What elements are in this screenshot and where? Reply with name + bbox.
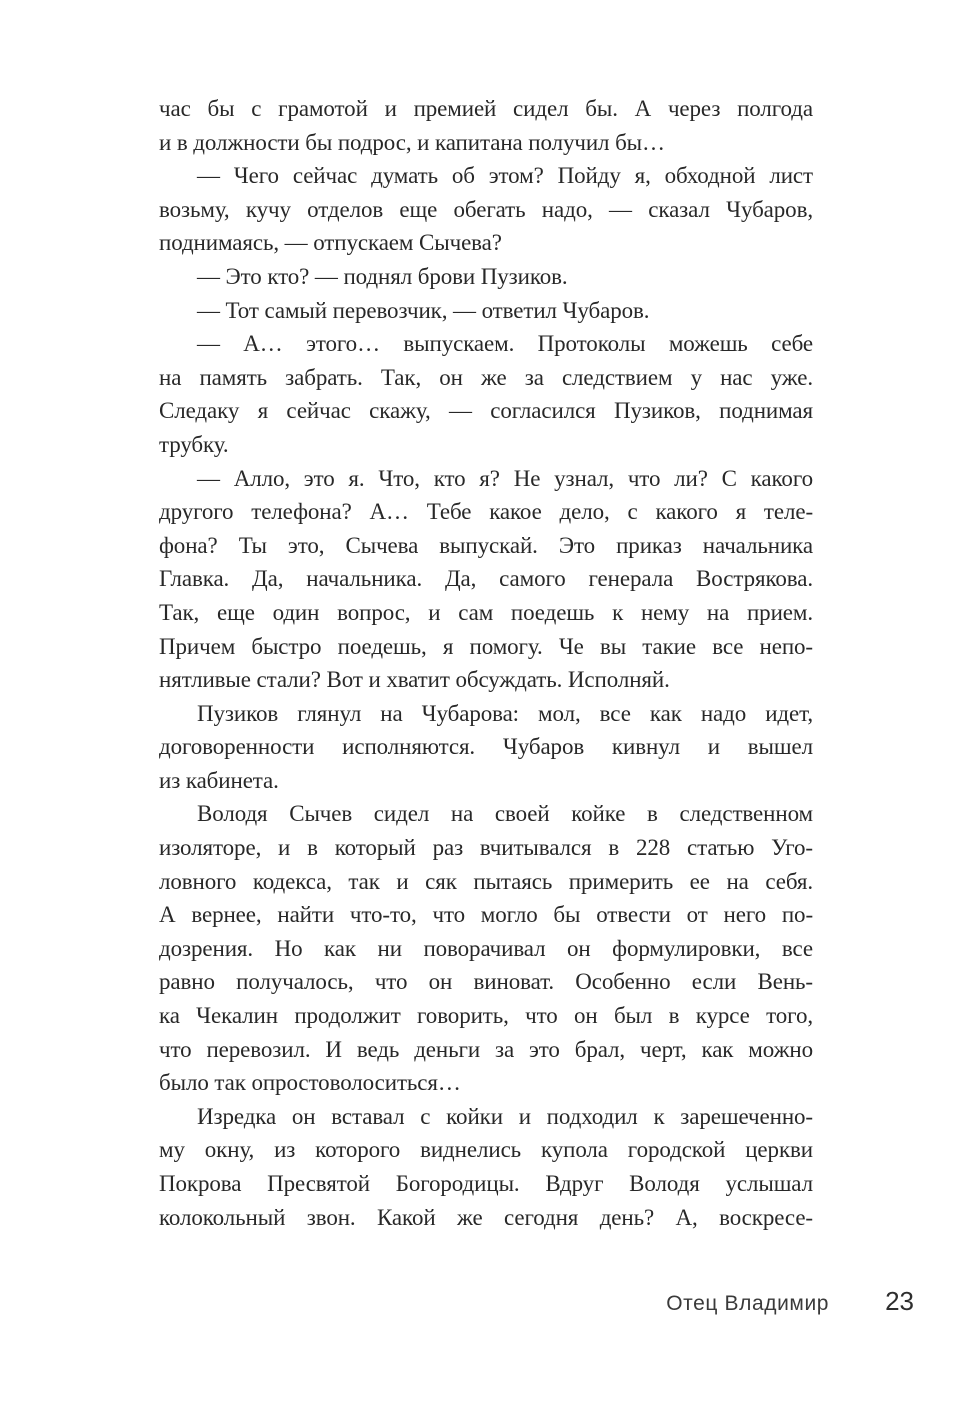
text-line: — Тот самый перевозчик, — ответил Чубаров. bbox=[197, 297, 650, 323]
text-line: ловного кодекса, так и сяк пытаясь примерить ее на себя. bbox=[159, 868, 813, 894]
text-line: равно получалось, что он виноват. Особенно если Вень- bbox=[159, 969, 813, 995]
text-line: из кабинета. bbox=[159, 767, 279, 793]
text-line: Изредка он вставал с койки и подходил к зарешеченно- bbox=[197, 1103, 813, 1129]
text-line: что перевозил. И ведь деньги за это брал, черт, как можно bbox=[159, 1036, 813, 1062]
text-line: Володя Сычев сидел на своей койке в следственном bbox=[197, 801, 813, 827]
text-line: Так, еще один вопрос, и сам поедешь к нему на прием. bbox=[159, 599, 813, 625]
text-line: Причем быстро поедешь, я помогу. Че вы такие все непо- bbox=[159, 633, 813, 659]
text-line: час бы с грамотой и премией сидел бы. А через полгода bbox=[159, 96, 813, 121]
text-line: возьму, кучу отделов еще обегать надо, — сказал Чубаров, bbox=[159, 196, 813, 222]
text-line: — Это кто? — поднял брови Пузиков. bbox=[197, 263, 568, 289]
text-line: А вернее, найти что-то, что могло бы отвести от него по- bbox=[159, 902, 813, 928]
running-title: Отец Владимир bbox=[666, 1292, 830, 1315]
text-line: му окну, из которого виднелись купола городской церкви bbox=[159, 1137, 813, 1163]
text-line: и в должности бы подрос, и капитана получил бы… bbox=[159, 129, 665, 155]
text-line: Покрова Пресвятой Богородицы. Вдруг Володя услышал bbox=[159, 1171, 813, 1196]
text-line: изоляторе, и в который раз вчитывался в 228 статью Уго- bbox=[159, 835, 813, 861]
text-line: Следаку я сейчас скажу, — согласился Пузиков, поднимая bbox=[159, 398, 813, 424]
text-line: фона? Ты это, Сычева выпускай. Это приказ начальника bbox=[159, 532, 813, 558]
text-line: на память забрать. Так, он же за следствием у нас уже. bbox=[159, 364, 813, 390]
page-number: 23 bbox=[885, 1286, 914, 1316]
text-line: дозрения. Но как ни поворачивал он формулировки, все bbox=[159, 935, 813, 961]
text-line: поднимаясь, — отпускаем Сычева? bbox=[159, 230, 502, 256]
text-line: ка Чекалин продолжит говорить, что он был в курсе того, bbox=[159, 1003, 813, 1029]
text-line: Пузиков глянул на Чубарова: мол, все как надо идет, bbox=[197, 700, 813, 726]
text-line: колокольный звон. Какой же сегодня день? А, воскресе- bbox=[159, 1204, 813, 1230]
text-line: трубку. bbox=[159, 431, 229, 457]
text-line: — А… этого… выпускаем. Протоколы можешь себе bbox=[197, 331, 813, 357]
text-line: договоренности исполняются. Чубаров кивнул и вышел bbox=[159, 734, 813, 760]
page-footer bbox=[159, 1286, 914, 1317]
text-line: другого телефона? А… Тебе какое дело, с какого я теле- bbox=[159, 499, 813, 525]
text-line: было так опростоволоситься… bbox=[159, 1070, 461, 1096]
text-line: — Алло, это я. Что, кто я? Не узнал, что ли? С какого bbox=[197, 465, 813, 491]
text-line: — Чего сейчас думать об этом? Пойду я, обходной лист bbox=[197, 163, 813, 189]
text-line: Главка. Да, начальника. Да, самого генерала Вострякова. bbox=[159, 566, 813, 592]
page-text bbox=[159, 92, 813, 1234]
text-line: нятливые стали? Вот и хватит обсуждать. Исполняй. bbox=[159, 667, 670, 693]
